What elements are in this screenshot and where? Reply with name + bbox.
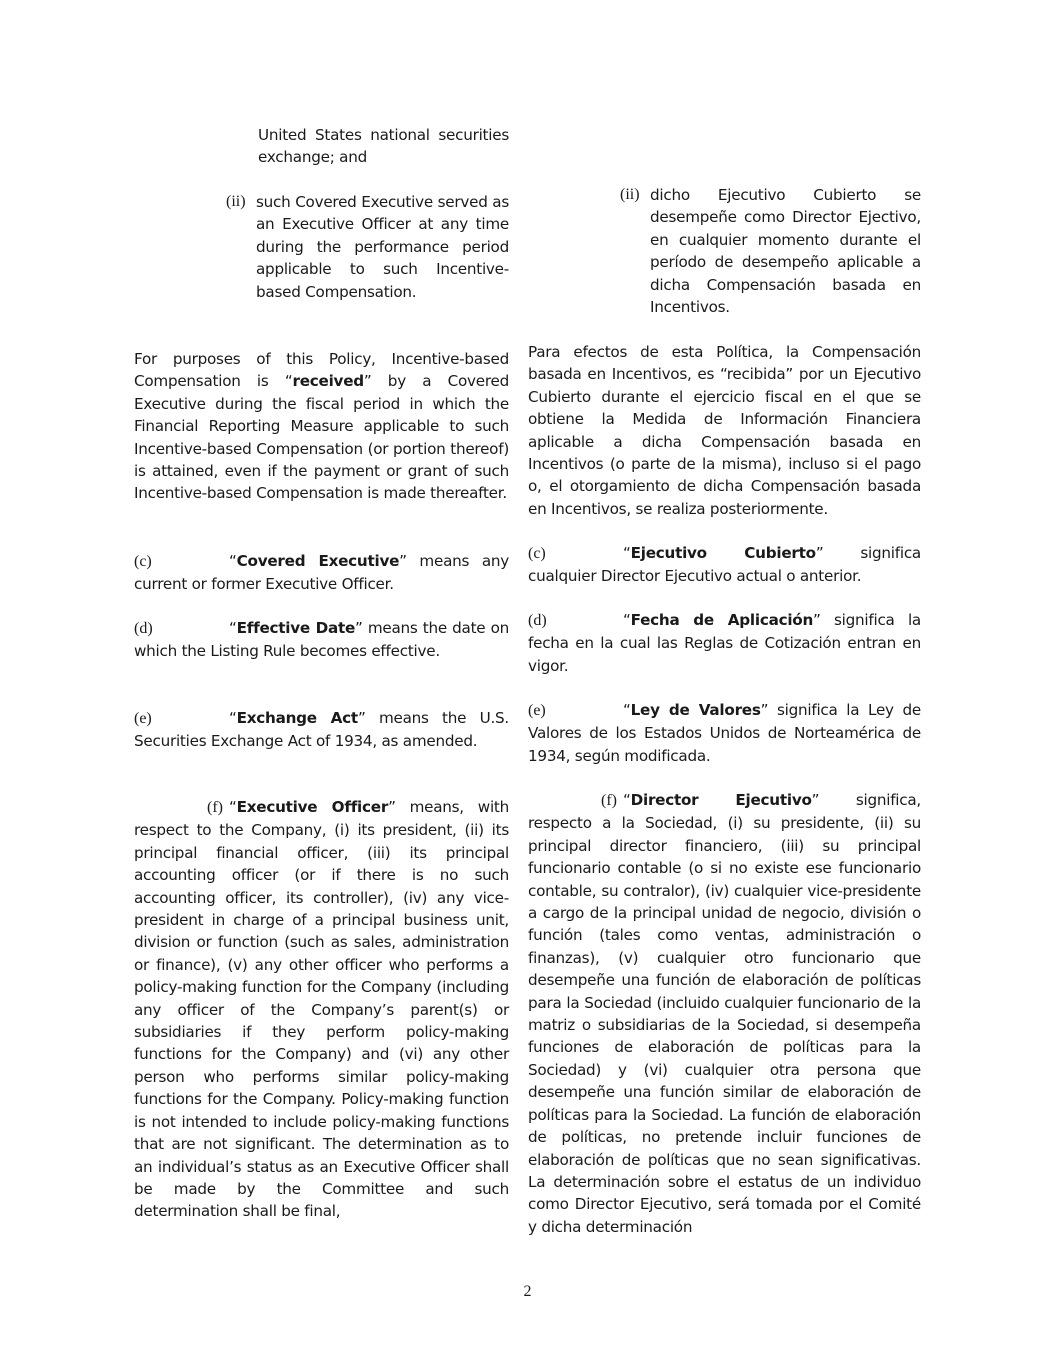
es-received-text: Para efectos de esta Política, la Compensación basada en Incentivos, es “recibida” por un Ejecutivo Cubierto durante el ejercicio fiscal en el que se obtiene la Medida de Información Financiera aplicable a dicha Compensación basada en Incentivos (o parte de la misma), incluso si el pago o, el otorgamiento de dicha Compensación basada en Incentivos, se realiza posteriormente. bbox=[528, 343, 921, 518]
en-received-term: received bbox=[292, 372, 364, 391]
es-def-director-ejecutivo: (f) “Director Ejecutivo” significa, respecto a la Sociedad, (i) su presidente, (ii) su principal director financiero, (iii) su principal funcionario contable (o si no existe ese funcionario contable, su contralor), (iv) cualquier vice-presidente a cargo de la principal unidad de negocio, división o función (tales como ventas, administración o finanzas), (v) cualquier otro funcionario que desempeñe una función de elaboración de políticas para la Sociedad (incluido cualquier funcionario de la matriz o subsidiarias de la Sociedad, si desempeña funciones de elaboración de políticas para la Sociedad) y (vi) cualquier otra persona que desempeñe una función similar de elaboración de políticas para la Sociedad. La función de elaboración de políticas, no pretende incluir funciones de elaboración de políticas que no sean significativas. La determinación sobre el estatus de un individuo como Director Ejecutivo, será tomada por el Comité y dicha determinación bbox=[528, 791, 921, 1236]
es-def-c-label: (c) bbox=[528, 545, 546, 562]
en-def-e-text: ” means the U.S. Securities Exchange Act of 1934, as amended. bbox=[134, 709, 510, 751]
en-def-e-label: (e) bbox=[134, 710, 152, 727]
en-def-e-term: Exchange Act bbox=[236, 709, 358, 727]
es-def-ley-valores: (e) “Ley de Valores” significa la Ley de Valores de los Estados Unidos de Norteamérica de 1934, según modificada. bbox=[528, 701, 921, 765]
en-def-c-text: ” means any current or former Executive Officer. bbox=[134, 552, 510, 594]
en-def-exchange-act: (e) “Exchange Act” means the U.S. Securities Exchange Act of 1934, as amended. bbox=[134, 709, 510, 751]
en-def-f-term: Executive Officer bbox=[236, 798, 389, 816]
en-received-paragraph bbox=[134, 348, 509, 505]
en-item-ii bbox=[226, 191, 509, 303]
en-def-c-label: (c) bbox=[134, 553, 152, 570]
es-item-ii bbox=[620, 184, 921, 318]
es-item-ii-label: (ii) bbox=[620, 186, 640, 203]
es-def-f-text: ” significa, respecto a la Sociedad, (i) su presidente, (ii) su principal director financiero, (iii) su principal funcionario contable (o si no existe ese funcionario contable, su contralor), (iv) cualquier vice-presidente a cargo de la principal unidad de negocio, división o función (tales como ventas, administración o finanzas), (v) cualquier otro funcionario que desempeñe una función de elaboración de políticas para la Sociedad (incluido cualquier funcionario de la matriz o subsidiarias de la Sociedad, si desempeña funciones de elaboración de políticas para la Sociedad) y (vi) cualquier otra persona que desempeñe una función similar de elaboración de políticas para la Sociedad. La función de elaboración de políticas, no pretende incluir funciones de elaboración de políticas que no sean significativas. La determinación sobre el estatus de un individuo como Director Ejecutivo, será tomada por el Comité y dicha determinación bbox=[528, 791, 921, 1236]
en-def-f-text: ” means, with respect to the Company, (i) its president, (ii) its principal financial officer, (iii) its principal accounting officer (or if there is no such accounting officer, its controller), (iv) any vice-president in charge of a principal business unit, division or function (such as sales, administration or finance), (v) any other officer who performs a policy-making function for the Company (including any officer of the Company’s parent(s) or subsidiaries if they perform policy-making functions for the Company) and (vi) any other person who performs similar policy-making functions for the Company. Policy-making function is not intended to include policy-making functions that are not significant. The determination as to an individual’s status as an Executive Officer shall be made by the Committee and such determination shall be final, bbox=[134, 798, 509, 1221]
es-item-ii-text: dicho Ejecutivo Cubierto se desempeñe como Director Ejectivo, en cualquier momento durante el período de desempeño aplicable a dicha Compensación basada en Incentivos. bbox=[650, 186, 921, 317]
en-def-covered-executive: (c) “Covered Executive” means any current or former Executive Officer. bbox=[134, 552, 510, 594]
en-item-i-continuation bbox=[258, 124, 509, 169]
en-def-effective-date: (d) “Effective Date” means the date on which the Listing Rule becomes effective. bbox=[134, 619, 509, 661]
es-def-d-term: Fecha de Aplicación bbox=[630, 611, 814, 629]
es-def-f-label: (f) bbox=[601, 792, 617, 809]
page-number: 2 bbox=[523, 1283, 532, 1300]
es-def-c-term: Ejecutivo Cubierto bbox=[630, 544, 816, 562]
en-received-post: ” by a Covered Executive during the fiscal period in which the Financial Reporting Measure applicable to such Incentive-based Compensation (or portion thereof) is attained, even if the payment or grant of such Incentive-based Compensation is made thereafter. bbox=[134, 372, 509, 503]
es-def-fecha-aplicacion: (d) “Fecha de Aplicación” significa la fecha en la cual las Reglas de Cotización entran en vigor. bbox=[528, 611, 921, 675]
en-def-executive-officer: (f) “Executive Officer” means, with respect to the Company, (i) its president, (ii) its principal financial officer, (iii) its principal accounting officer (or if there is no such accounting officer, its controller), (iv) any vice-president in charge of a principal business unit, division or function (such as sales, administration or finance), (v) any other officer who performs a policy-making function for the Company (including any officer of the Company’s parent(s) or subsidiaries if they perform policy-making functions for the Company) and (vi) any other person who performs similar policy-making functions for the Company. Policy-making function is not intended to include policy-making functions that are not significant. The determination as to an individual’s status as an Executive Officer shall be made by the Committee and such determination shall be final, bbox=[134, 798, 509, 1221]
en-received-pre: For purposes of this Policy, Incentive-based Compensation is “ bbox=[134, 350, 509, 391]
en-item-ii-label: (ii) bbox=[226, 193, 246, 210]
en-item-i-text: United States national securities exchange; and bbox=[258, 126, 509, 167]
en-def-f-label: (f) bbox=[207, 799, 223, 816]
es-def-e-label: (e) bbox=[528, 702, 546, 719]
es-def-e-text: ” significa la Ley de Valores de los Estados Unidos de Norteamérica de 1934, según modificada. bbox=[528, 701, 921, 765]
en-def-d-term: Effective Date bbox=[236, 619, 356, 637]
es-def-c-text: ” significa cualquier Director Ejecutivo actual o anterior. bbox=[528, 544, 921, 586]
es-received-paragraph bbox=[528, 341, 921, 520]
en-def-d-label: (d) bbox=[134, 620, 153, 637]
es-def-d-label: (d) bbox=[528, 612, 547, 629]
es-def-f-term: Director Ejecutivo bbox=[630, 791, 812, 809]
en-item-ii-text: such Covered Executive served as an Executive Officer at any time during the performance period applicable to such Incentive-based Compensation. bbox=[256, 193, 509, 301]
en-def-c-term: Covered Executive bbox=[236, 552, 400, 570]
es-def-ejecutivo-cubierto: (c) “Ejecutivo Cubierto” significa cualquier Director Ejecutivo actual o anterior. bbox=[528, 544, 921, 586]
es-def-e-term: Ley de Valores bbox=[630, 701, 761, 719]
en-def-d-text: ” means the date on which the Listing Rule becomes effective. bbox=[134, 619, 509, 661]
es-def-d-text: ” significa la fecha en la cual las Reglas de Cotización entran en vigor. bbox=[528, 611, 921, 675]
